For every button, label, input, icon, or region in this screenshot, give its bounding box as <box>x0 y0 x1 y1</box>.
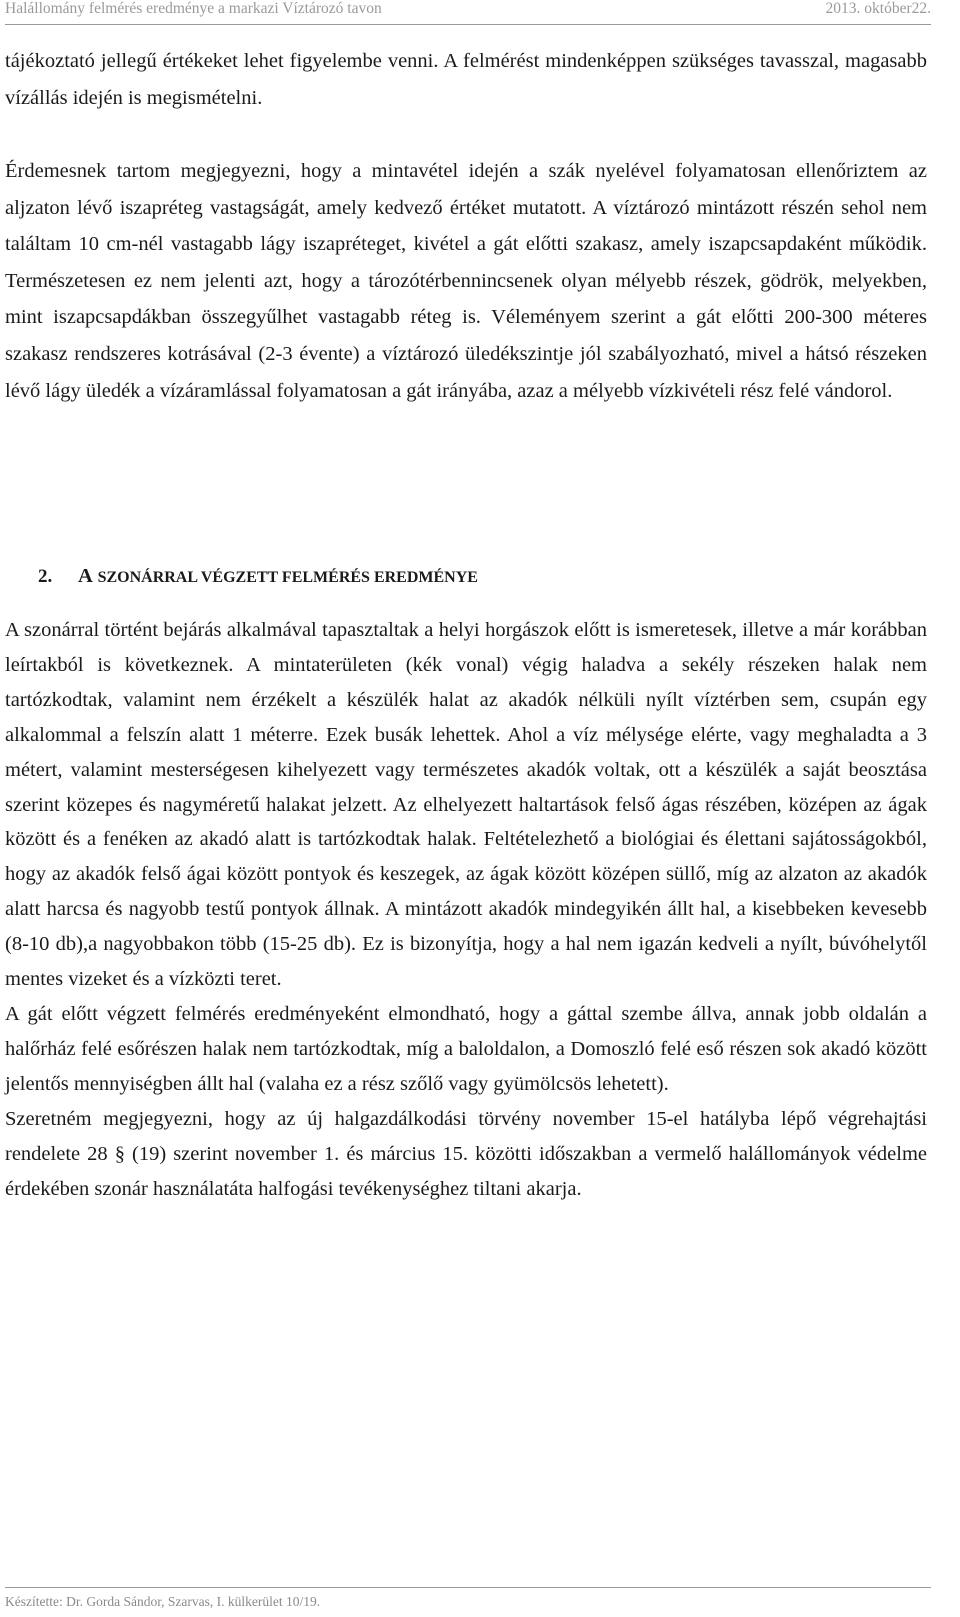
section-title-first-letter: A <box>78 565 93 587</box>
page-header <box>5 0 931 25</box>
page-footer <box>5 1587 931 1610</box>
section-body <box>5 613 927 1206</box>
paragraph: A szonárral történt bejárás alkalmával tapasztaltak a helyi horgászok előtt is ismeretesek, illetve a már korábban leírtakból is következnek. A mintaterületen (kék vonal) végig haladva a sekély részeken halak nem tartózkodtak, valamint nem érzékelt a készülék halat az akadók nélküli nyílt víztérben sem, csupán egy alkalommal a felszín alatt 1 méterre. Ezek busák lehettek. Ahol a víz mélysége elérte, vagy meghaladta a 3 métert, valamint mesterségesen kihelyezett vagy természetes akadók voltak, ott a készülék a saját beosztása szerint közepes és nagyméretű halakat jelzett. Az elhelyezett haltartások felső ágas részében, középen az ágak között és a fenéken az akadó alatt is tartózkodtak halak. Feltételezhető a biológiai és élettani sajátosságokból, hogy az akadók felső ágai között pontyok és keszegek, az ágak között középen süllő, míg az alzaton az akadók alatt harcsa és nagyobb testű pontyok állnak. A mintázott akadók mindegyikén állt hal, a kisebbeken kevesebb (8-10 db),a nagyobbakon több (15-25 db). Ez is bizonyítja, hogy a hal nem igazán kedveli a nyílt, búvóhelytől mentes vizeket és a vízközti teret. <box>5 619 927 991</box>
paragraph: Érdemesnek tartom megjegyezni, hogy a mintavétel idején a szák nyelével folyamatosan ellenőriztem az aljzaton lévő iszapréteg vastagságát, amely kedvező értéket mutatott. A víztározó mintázott részén sehol nem találtam 10 cm-nél vastagabb lágy iszapréteget, kivétel a gát előtti szakasz, amely iszapcsapdaként működik. Természetesen ez nem jelenti azt, hogy a tározótérbennincsenek olyan mélyebb részek, gödrök, melyekben, mint iszapcsapdákban összegyűlhet vastagabb réteg is. Véleményem szerint a gát előtti 200-300 méteres szakasz rendszeres kotrásával (2-3 évente) a víztározó üledékszintje jól szabályozható, mivel a hátsó részeken lévő lágy üledék a vízáramlással folyamatosan a gát irányába, azaz a mélyebb vízkivételi rész felé vándorol. <box>5 160 927 402</box>
paragraph: Szeretném megjegyezni, hogy az új halgazdálkodási törvény november 15-el hatályba lépő végrehajtási rendelete 28 § (19) szerint november 1. és március 15. közötti időszakban a vermelő halállományok védelme érdekében szonár használatáta halfogási tevékenységhez tiltani akarja. <box>5 1107 927 1200</box>
header-date: 2013. október22. <box>825 0 931 17</box>
section-number: 2. <box>38 566 53 587</box>
footer-author: Készítette: Dr. Gorda Sándor, Szarvas, I. külkerület 10/19. <box>5 1594 321 1609</box>
header-title: Halállomány felmérés eredménye a markazi Víztározó tavon <box>5 0 382 17</box>
section-heading <box>38 564 478 590</box>
paragraph: tájékoztató jellegű értékeket lehet figyelembe venni. A felmérést mindenképpen szükséges tavasszal, magasabb vízállás idején is megismételni. <box>5 50 927 109</box>
section-title: SZONÁRRAL VÉGZETT FELMÉRÉS EREDMÉNYE <box>97 569 478 586</box>
sediment-paragraph-block <box>5 153 927 409</box>
paragraph: A gát előtt végzett felmérés eredményeként elmondható, hogy a gáttal szembe állva, annak jobb oldalán a halőrház felé esőrészen halak nem tartózkodtak, míg a baloldalon, a Domoszló felé eső részen sok akadó között jelentős mennyiségben állt hal (valaha ez a rész szőlő vagy gyümölcsös lehetett). <box>5 1002 927 1095</box>
intro-continuation <box>5 43 927 116</box>
